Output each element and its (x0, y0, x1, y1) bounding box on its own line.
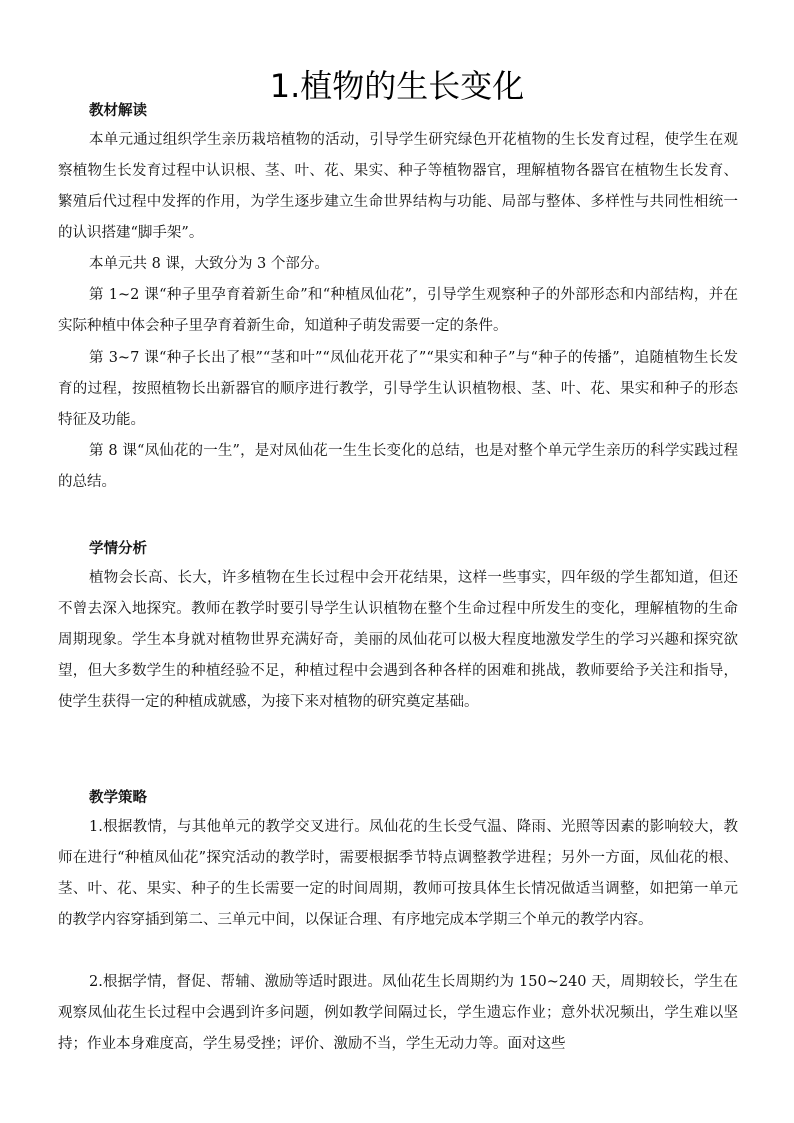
document-title: 1.植物的生长变化 (269, 67, 525, 105)
paragraph: 第 1~2 课“种子里孕育着新生命”和“种植凤仙花”，引导学生观察种子的外部形态和内部结构，并在实际种植中体会种子里孕育着新生命，知道种子萌发需要一定的条件。 (58, 287, 738, 334)
section-heading-learning-analysis: 学情分析 (89, 541, 147, 557)
paragraph: 本单元通过组织学生亲历栽培植物的活动，引导学生研究绿色开花植物的生长发育过程，使学生在观察植物生长发育过程中认识根、茎、叶、花、果实、种子等植物器官，理解植物各器官在植物生长发育、繁殖后代过程中发挥的作用，为学生逐步建立生命世界结构与功能、局部与整体、多样性与共同性相统一的认识搭建“脚手架”。 (58, 132, 738, 241)
section-heading-teaching-strategy: 教学策略 (89, 790, 147, 806)
paragraph: 第 3~7 课“种子长出了根”“茎和叶”“凤仙花开花了”“果实和种子”与“种子的传播”，追随植物生长发育的过程，按照植物长出新器官的顺序进行教学，引导学生认识植物根、茎、叶、花、果实和种子的形态特征及功能。 (58, 350, 738, 428)
paragraph: 植物会长高、长大，许多植物在生长过程中会开花结果，这样一些事实，四年级的学生都知道，但还不曾去深入地探究。教师在教学时要引导学生认识植物在整个生命过程中所发生的变化，理解植物的生命周期现象。学生本身就对植物世界充满好奇，美丽的凤仙花可以极大程度地激发学生的学习兴趣和探究欲望，但大多数学生的种植经验不足，种植过程中会遇到各种各样的困难和挑战，教师要给予关注和指导，使学生获得一定的种植成就感，为接下来对植物的研究奠定基础。 (58, 570, 738, 710)
paragraph: 本单元共 8 课，大致分为 3 个部分。 (89, 256, 329, 272)
paragraph: 第 8 课“凤仙花的一生”，是对凤仙花一生生长变化的总结，也是对整个单元学生亲历的科学实践过程的总结。 (58, 443, 738, 490)
paragraph: 1.根据教情，与其他单元的教学交叉进行。凤仙花的生长受气温、降雨、光照等因素的影响较大，教师在进行“种植凤仙花”探究活动的教学时，需要根据季节特点调整教学进程；另外一方面，凤仙花的根、茎、叶、花、果实、种子的生长需要一定的时间周期，教师可按具体生长情况做适当调整，如把第一单元的教学内容穿插到第二、三单元中间，以保证合理、有序地完成本学期三个单元的教学内容。 (58, 819, 738, 928)
section-heading-textbook-analysis: 教材解读 (89, 103, 147, 119)
paragraph: 2.根据学情，督促、帮辅、激励等适时跟进。凤仙花生长周期约为 150~240 天，周期较长，学生在观察凤仙花生长过程中会遇到许多问题，例如教学间隔过长，学生遗忘作业；意外状况频出，学生难以坚持；作业本身难度高，学生易受挫；评价、激励不当，学生无动力等。面对这些 (58, 974, 738, 1052)
